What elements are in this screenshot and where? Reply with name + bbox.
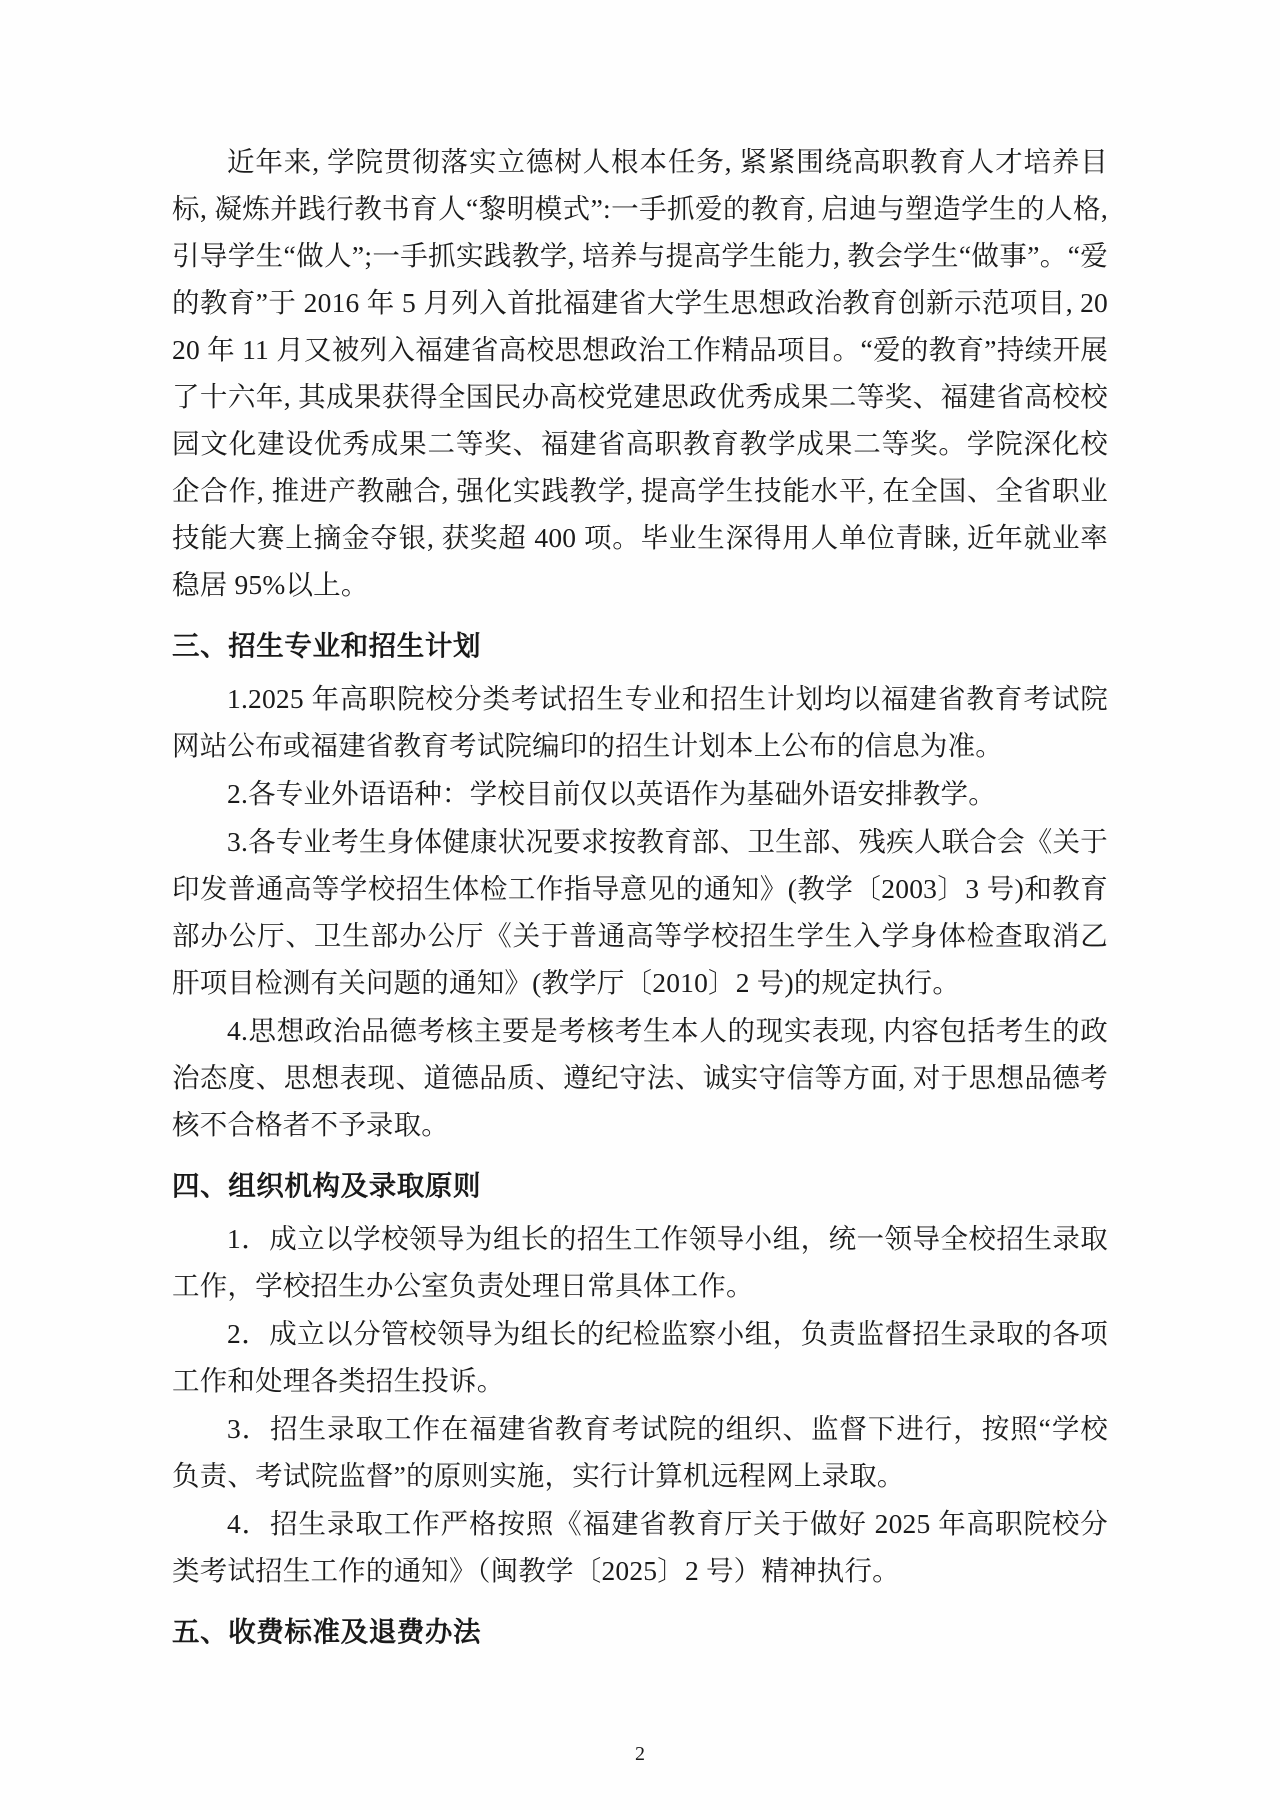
document-body [172, 138, 1108, 1655]
section-three-item-1: 1.2025 年高职院校分类考试招生专业和招生计划均以福建省教育考试院网站公布或福建省教育考试院编印的招生计划本上公布的信息为准。 [172, 683, 1108, 761]
section-three-item-4: 4.思想政治品德考核主要是考核考生本人的现实表现, 内容包括考生的政治态度、思想表现、道德品质、遵纪守法、诚实守信等方面, 对于思想品德考核不合格者不予录取。 [172, 1015, 1108, 1140]
section-four-item-3: 3．招生录取工作在福建省教育考试院的组织、监督下进行，按照“学校负责、考试院监督”的原则实施，实行计算机远程网上录取。 [172, 1413, 1108, 1491]
intro-paragraph: 近年来, 学院贯彻落实立德树人根本任务, 紧紧围绕高职教育人才培养目标, 凝炼并践行教书育人“黎明模式”:一手抓爱的教育, 启迪与塑造学生的人格, 引导学生“做人”;一手抓实践教学, 培养与提高学生能力, 教会学生“做事”。“爱的教育”于 2016 年 5 月列入首批福建省大学生思想政治教育创新示范项目, 2020 年 11 月又被列入福建省高校思想政治工作精品项目。“爱的教育”持续开展了十六年, 其成果获得全国民办高校党建思政优秀成果二等奖、福建省高校校园文化建设优秀成果二等奖、福建省高职教育教学成果二等奖。学院深化校企合作, 推进产教融合, 强化实践教学, 提高学生技能水平, 在全国、全省职业技能大赛上摘金夺银, 获奖超 400 项。毕业生深得用人单位青睐, 近年就业率稳居 95%以上。 [172, 146, 1108, 600]
section-four-item-2: 2．成立以分管校领导为组长的纪检监察小组，负责监督招生录取的各项工作和处理各类招生投诉。 [172, 1318, 1108, 1396]
section-heading-five: 五、收费标准及退费办法 [172, 1616, 482, 1647]
section-heading-three: 三、招生专业和招生计划 [172, 630, 482, 661]
intro-block [172, 138, 1108, 608]
page-number: 2 [635, 1743, 645, 1765]
section-three-item-3: 3.各专业考生身体健康状况要求按教育部、卫生部、残疾人联合会《关于印发普通高等学校招生体检工作指导意见的通知》(教学〔2003〕3 号)和教育部办公厅、卫生部办公厅《关于普通高等学校招生学生入学身体检查取消乙肝项目检测有关问题的通知》(教学厅〔2010〕2 号)的规定执行。 [172, 826, 1108, 998]
section-heading-four: 四、组织机构及录取原则 [172, 1170, 482, 1201]
section-four-item-4: 4．招生录取工作严格按照《福建省教育厅关于做好 2025 年高职院校分类考试招生工作的通知》（闽教学〔2025〕2 号）精神执行。 [172, 1508, 1108, 1586]
section-three-item-2: 2.各专业外语语种：学校目前仅以英语作为基础外语安排教学。 [227, 778, 996, 809]
section-four-item-1: 1．成立以学校领导为组长的招生工作领导小组，统一领导全校招生录取工作，学校招生办公室负责处理日常具体工作。 [172, 1223, 1108, 1301]
